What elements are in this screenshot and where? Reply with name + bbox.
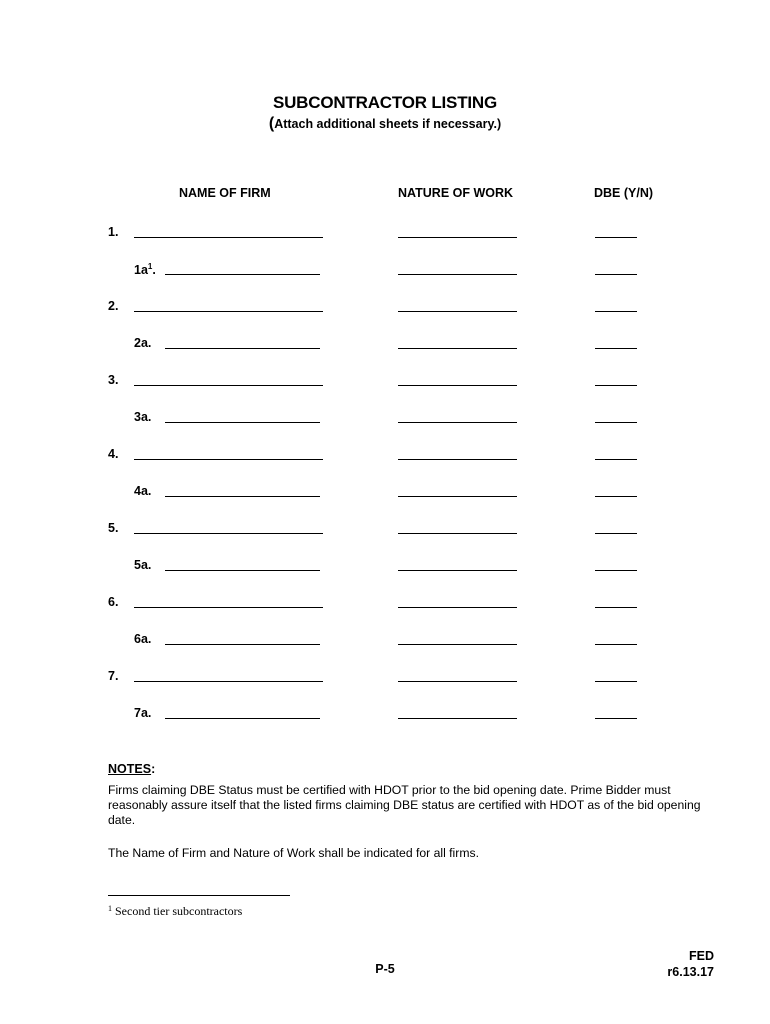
nature-of-work-field[interactable]: [398, 459, 517, 460]
table-row: [0, 484, 770, 504]
row-number: [134, 410, 151, 424]
name-of-firm-field[interactable]: [134, 607, 323, 608]
notes-heading-colon: :: [151, 762, 156, 776]
dbe-field[interactable]: [595, 533, 637, 534]
table-row: [0, 558, 770, 578]
row-number-label: 2a.: [134, 336, 152, 350]
row-number-label: 7.: [108, 669, 119, 683]
name-of-firm-field[interactable]: [134, 311, 323, 312]
nature-of-work-field[interactable]: [398, 348, 517, 349]
dbe-field[interactable]: [595, 459, 637, 460]
table-row: [0, 521, 770, 541]
row-number-label: 6.: [108, 595, 119, 609]
row-number: [134, 484, 151, 498]
table-row: [0, 262, 770, 282]
dbe-field[interactable]: [595, 385, 637, 386]
table-row: [0, 669, 770, 689]
name-of-firm-field[interactable]: [165, 570, 320, 571]
name-of-firm-field[interactable]: [165, 496, 320, 497]
footnote-text: Second tier subcontractors: [112, 904, 243, 918]
name-of-firm-field[interactable]: [165, 274, 320, 275]
nature-of-work-field[interactable]: [398, 237, 517, 238]
page-title: SUBCONTRACTOR LISTING: [272, 93, 498, 112]
name-of-firm-field[interactable]: [165, 644, 320, 645]
row-number-label: 4.: [108, 447, 119, 461]
name-of-firm-field[interactable]: [134, 237, 323, 238]
nature-of-work-field[interactable]: [398, 496, 517, 497]
row-number-label: 2.: [108, 299, 119, 313]
table-row: [0, 336, 770, 356]
dbe-field[interactable]: [595, 496, 637, 497]
page-subtitle: [0, 115, 770, 133]
table-row: [0, 299, 770, 319]
row-number: [134, 632, 151, 646]
footnote: [108, 904, 242, 919]
dbe-field[interactable]: [595, 681, 637, 682]
column-header-nature-of-work: NATURE OF WORK: [398, 186, 514, 200]
dbe-field[interactable]: [595, 607, 637, 608]
row-number-label: 4a.: [134, 484, 152, 498]
revision-label: r6.13.17: [667, 965, 714, 979]
subtitle-paren: (: [268, 115, 275, 132]
row-number-suffix: .: [152, 263, 156, 277]
row-number: [108, 595, 118, 609]
nature-of-work-field[interactable]: [398, 274, 517, 275]
name-of-firm-field[interactable]: [134, 681, 323, 682]
dbe-field[interactable]: [595, 718, 637, 719]
name-of-firm-field[interactable]: [165, 348, 320, 349]
nature-of-work-field[interactable]: [398, 607, 517, 608]
dbe-field[interactable]: [595, 311, 637, 312]
notes-paragraph-dbe: Firms claiming DBE Status must be certified with HDOT prior to the bid opening date. Prime Bidder must reasonably assure itself that the listed firms claiming DBE status are certified with HDOT as of the bid opening date.: [108, 783, 701, 827]
row-number-label: 3.: [108, 373, 119, 387]
row-number: [108, 225, 118, 239]
row-number-label: 6a.: [134, 632, 152, 646]
row-number-superscript: 1: [147, 262, 153, 271]
fed-label: FED: [689, 949, 714, 963]
table-row: [0, 595, 770, 615]
row-number-label: 5.: [108, 521, 119, 535]
table-row: [0, 706, 770, 726]
table-row: [0, 373, 770, 393]
row-number: [108, 373, 118, 387]
row-number: [108, 447, 118, 461]
row-number-label: 1a: [134, 263, 148, 277]
nature-of-work-field[interactable]: [398, 570, 517, 571]
page-number: P-5: [375, 962, 395, 976]
subtitle-text: Attach additional sheets if necessary.): [274, 117, 502, 131]
name-of-firm-field[interactable]: [165, 422, 320, 423]
row-number-label: 1.: [108, 225, 119, 239]
column-header-name-of-firm: NAME OF FIRM: [179, 186, 271, 200]
dbe-field[interactable]: [595, 348, 637, 349]
nature-of-work-field[interactable]: [398, 644, 517, 645]
row-number: [134, 262, 156, 277]
row-number: [134, 706, 151, 720]
table-row: [0, 225, 770, 245]
dbe-field[interactable]: [595, 274, 637, 275]
row-number-label: 3a.: [134, 410, 152, 424]
row-number-label: 5a.: [134, 558, 152, 572]
notes-heading-text: NOTES: [108, 762, 152, 776]
column-header-dbe: DBE (Y/N): [594, 186, 654, 200]
nature-of-work-field[interactable]: [398, 681, 517, 682]
nature-of-work-field[interactable]: [398, 311, 517, 312]
notes-heading: [108, 762, 155, 776]
row-number-label: 7a.: [134, 706, 152, 720]
footnote-marker: 1: [108, 904, 112, 913]
row-number: [108, 521, 118, 535]
row-number: [108, 669, 118, 683]
notes-paragraph-name-of-firm: The Name of Firm and Nature of Work shall be indicated for all firms.: [108, 846, 479, 860]
name-of-firm-field[interactable]: [134, 385, 323, 386]
table-row: [0, 410, 770, 430]
nature-of-work-field[interactable]: [398, 385, 517, 386]
nature-of-work-field[interactable]: [398, 422, 517, 423]
name-of-firm-field[interactable]: [165, 718, 320, 719]
revision-block: [667, 948, 714, 980]
row-number: [108, 299, 118, 313]
nature-of-work-field[interactable]: [398, 533, 517, 534]
name-of-firm-field[interactable]: [134, 533, 323, 534]
row-number: [134, 336, 151, 350]
nature-of-work-field[interactable]: [398, 718, 517, 719]
table-row: [0, 632, 770, 652]
footnote-divider: [108, 895, 290, 896]
dbe-field[interactable]: [595, 644, 637, 645]
name-of-firm-field[interactable]: [134, 459, 323, 460]
dbe-field[interactable]: [595, 422, 637, 423]
table-row: [0, 447, 770, 467]
row-number: [134, 558, 151, 572]
dbe-field[interactable]: [595, 237, 637, 238]
dbe-field[interactable]: [595, 570, 637, 571]
